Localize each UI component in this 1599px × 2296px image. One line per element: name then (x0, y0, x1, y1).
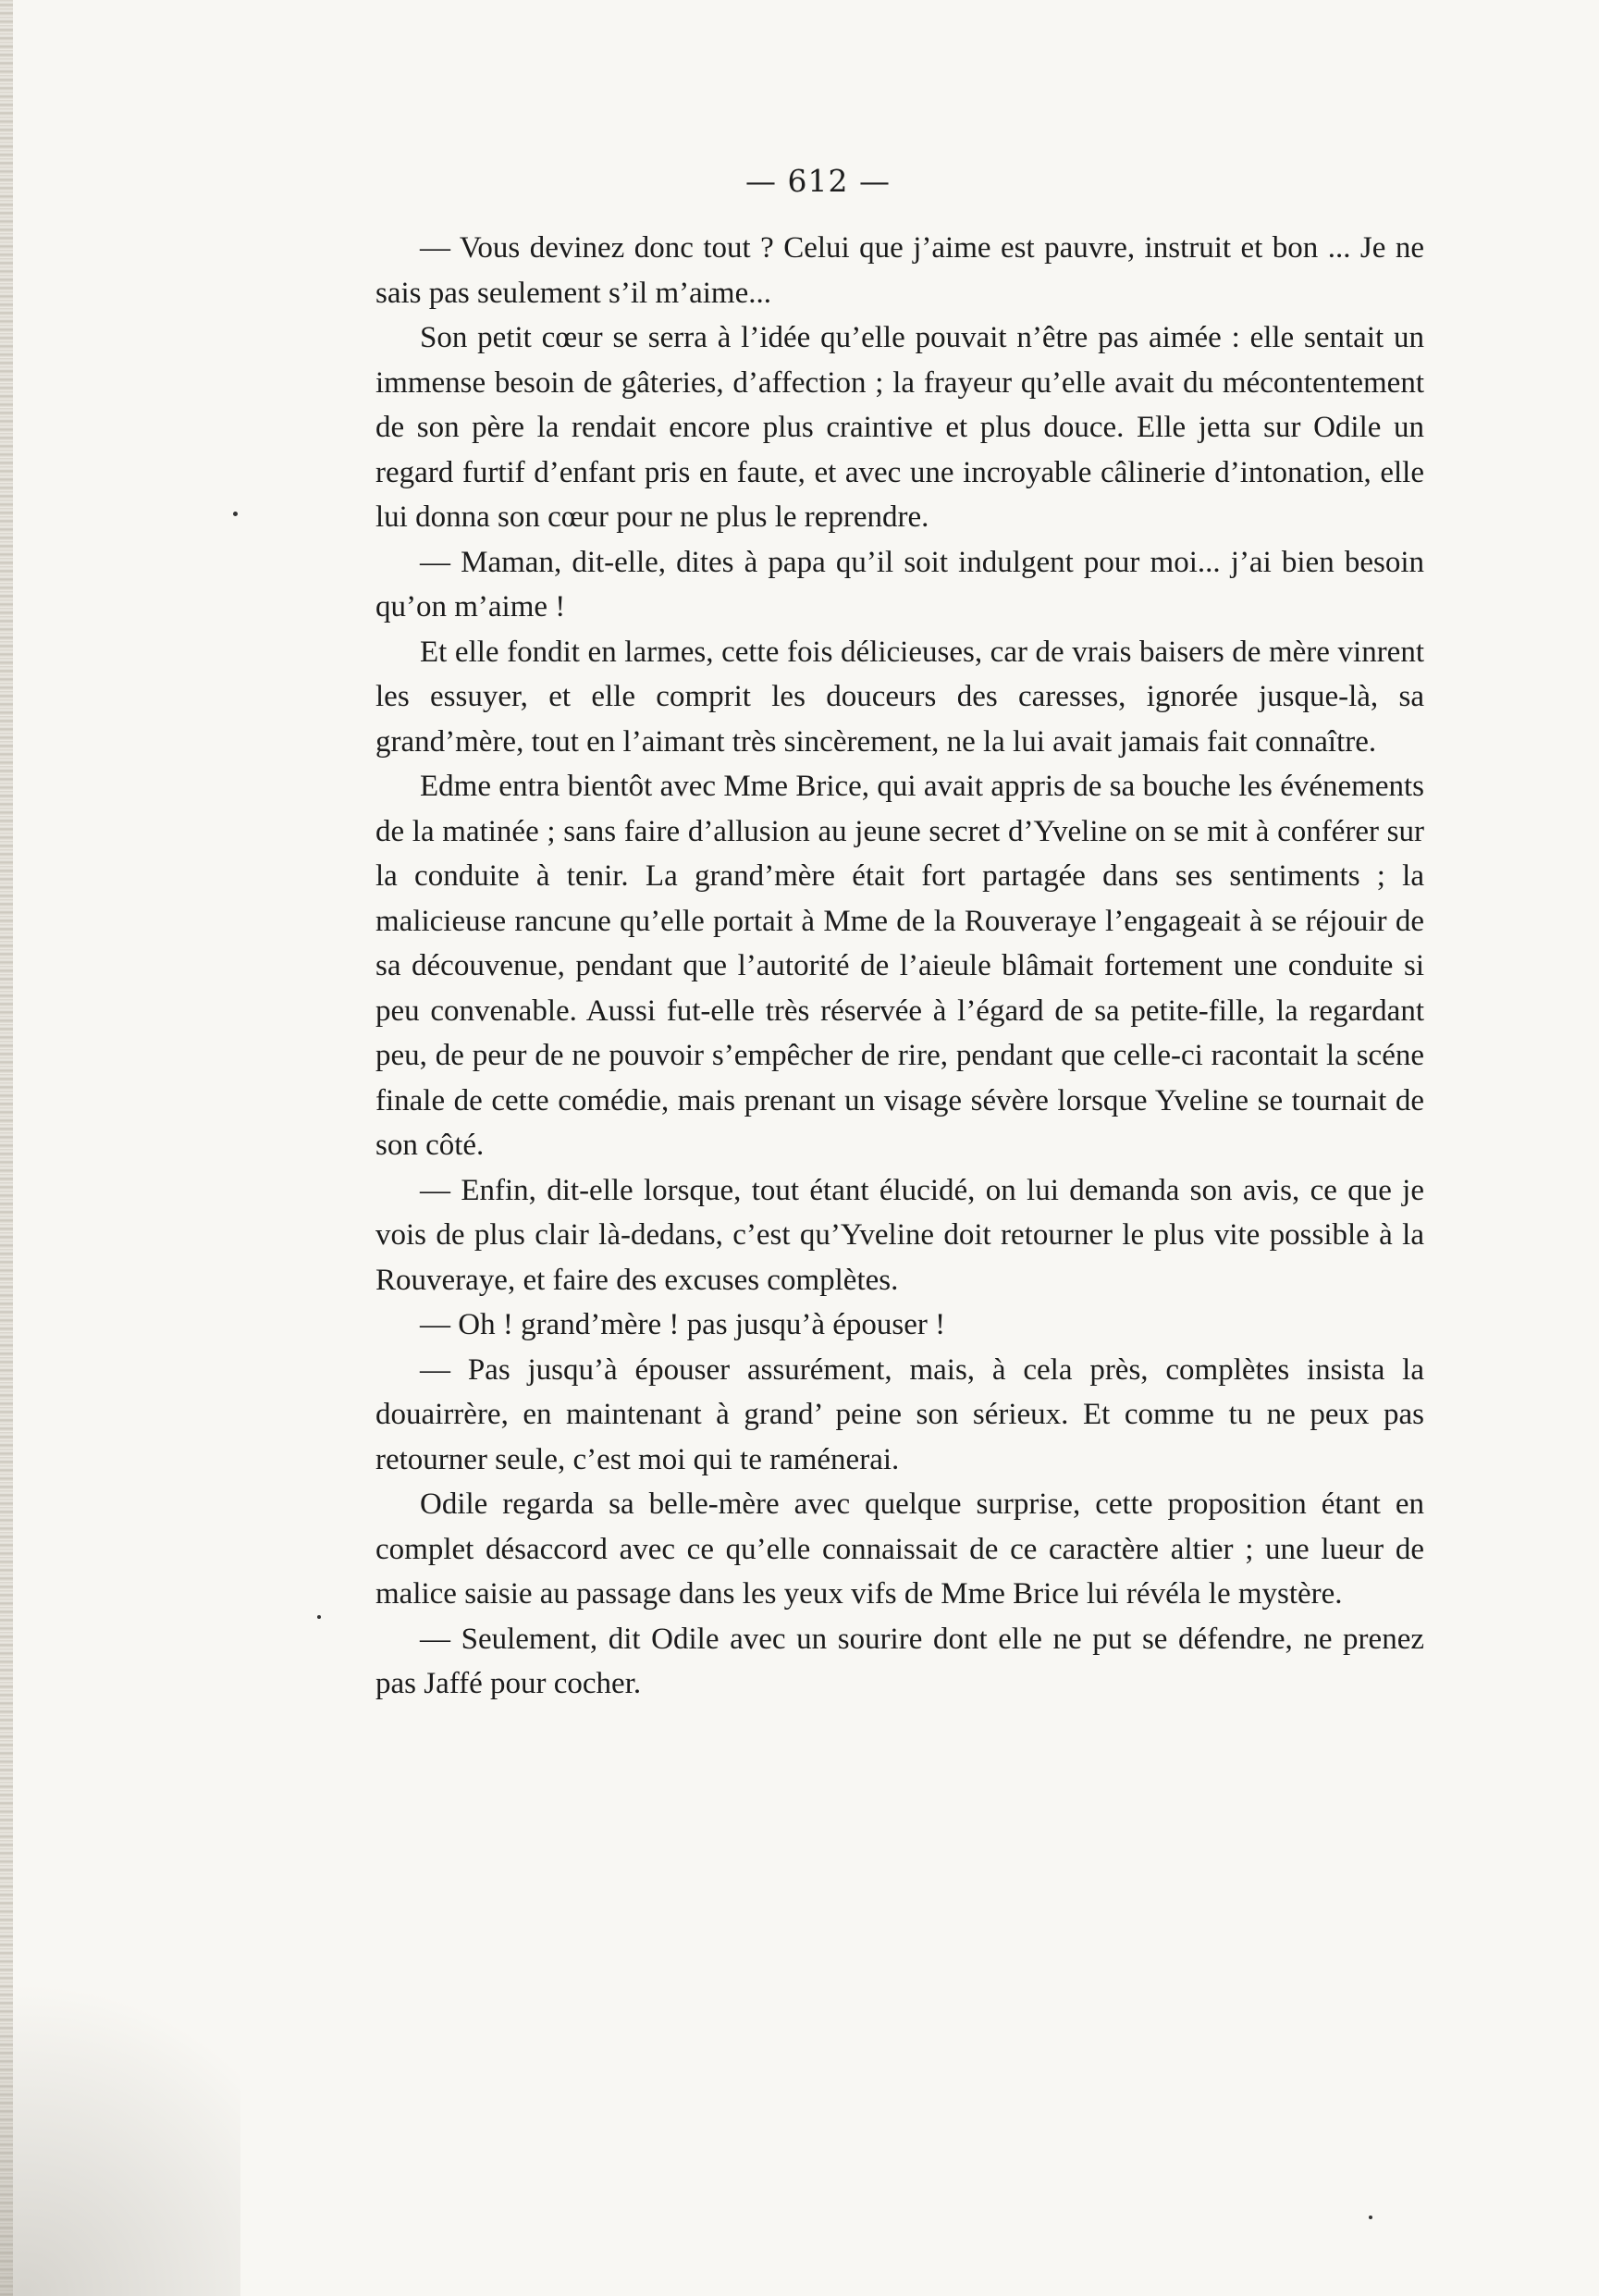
paragraph: Son petit cœur se serra à l’idée qu’elle pouvait n’être pas aimée : elle sentait un immense besoin de gâteries, d’affection ; la frayeur qu’elle avait du mécontentement de son père la rendait encore plus craintive et plus douce. Elle jetta sur Odile un regard furtif d’enfant pris en faute, et avec une incroyable câlinerie d’intonation, elle lui donna son cœur pour ne plus le reprendre. (375, 321, 1424, 534)
ink-speck (233, 512, 238, 516)
page-number: — 612 — (745, 163, 891, 199)
paragraph: Odile regarda sa belle-mère avec quelque surprise, cette proposition étant en complet désaccord avec ce qu’elle connaissait de ce caractère altier ; une lueur de malice saisie au passage dans les yeux vifs de Mme Brice lui révéla le mystère. (375, 1487, 1424, 1611)
paragraph: — Seulement, dit Odile avec un sourire dont elle ne put se défendre, ne prenez pas Jaffé pour cocher. (375, 1622, 1424, 1700)
page-corner-stain (0, 1907, 240, 2296)
paragraph: — Enfin, dit-elle lorsque, tout étant élucidé, on lui demanda son avis, ce que je vois de plus clair là-dedans, c’est qu’Yveline doit retourner le plus vite possible à la Rouveraye, et faire des excuses complètes. (375, 1173, 1424, 1297)
paragraph: Edme entra bientôt avec Mme Brice, qui avait appris de sa bouche les événements de la matinée ; sans faire d’allusion au jeune secret d’Yveline on se mit à conférer sur la conduite à tenir. La grand’mère était fort partagée dans ses sentiments ; la malicieuse rancune qu’elle portait à Mme de la Rouveraye l’engageait à se réjouir de sa découvenue, pendant que l’autorité de l’aieule blâmait fortement une conduite si peu convenable. Aussi fut-elle très réservée à l’égard de sa petite-fille, la regardant peu, de peur de ne pouvoir s’empêcher de rire, pendant que celle-ci racontait la scéne finale de cette comédie, mais prenant un visage sévère lorsque Yveline se tournait de son côté. (375, 770, 1424, 1162)
ink-speck (1369, 2216, 1372, 2219)
paragraph: — Maman, dit-elle, dites à papa qu’il soit indulgent pour moi... j’ai bien besoin qu’on m’aime ! (375, 545, 1424, 623)
paragraph: — Pas jusqu’à épouser assurément, mais, à cela près, complètes insista la douairrère, en maintenant à grand’ peine son sérieux. Et comme tu ne peux pas retourner seule, c’est moi qui te raménerai. (375, 1352, 1424, 1476)
paragraph: — Vous devinez donc tout ? Celui que j’aime est pauvre, instruit et bon ... Je ne sais pas seulement s’il m’aime... (375, 231, 1424, 310)
paragraph: Et elle fondit en larmes, cette fois délicieuses, car de vrais baisers de mère vinrent les essuyer, et elle comprit les douceurs des caresses, ignorée jusque-là, sa grand’mère, tout en l’aimant très sincèrement, ne la lui avait jamais fait connaître. (375, 635, 1424, 759)
body-text (375, 226, 1424, 1707)
paragraph: — Oh ! grand’mère ! pas jusqu’à épouser ! (420, 1308, 946, 1341)
ink-speck (317, 1615, 321, 1619)
